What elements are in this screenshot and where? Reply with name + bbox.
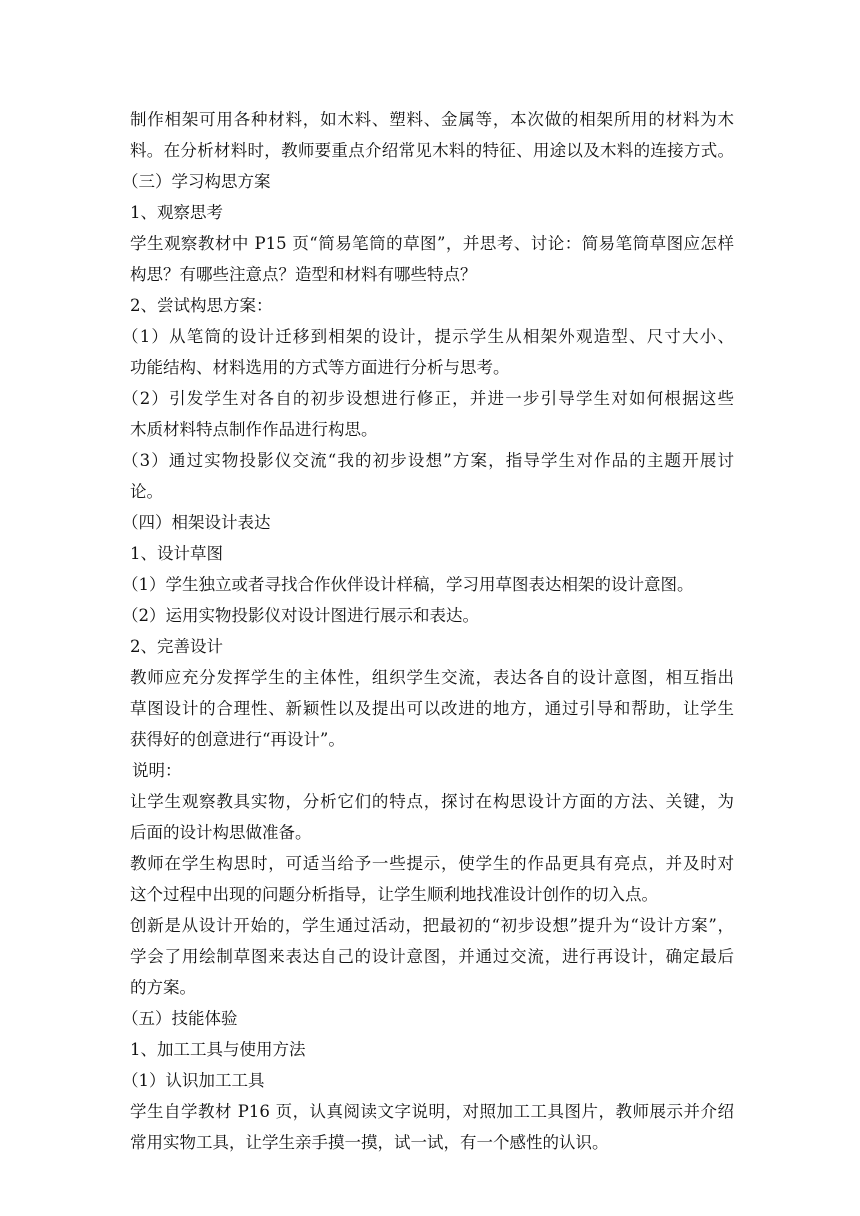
paragraph-line: 教师应充分发挥学生的主体性，组织学生交流，表达各自的设计意图，相互指出 (130, 668, 734, 687)
paragraph-line: 学生自学教材 P16 页，认真阅读文字说明，对照加工工具图片，教师展示并介绍 (130, 1102, 734, 1121)
list-item-line: （2）引发学生对各自的初步设想进行修正，并进一步引导学生对如何根据这些 (122, 389, 734, 408)
list-item-line: （1）认识加工工具 (122, 1071, 265, 1090)
paragraph-line: 这个过程中出现的问题分析指导，让学生顺利地找准设计创作的切入点。 (130, 885, 658, 904)
list-item-line: （1）从笔筒的设计迁移到相架的设计，提示学生从相架外观造型、尺寸大小、 (122, 327, 734, 346)
paragraph-line: 制作相架可用各种材料，如木料、塑料、金属等，本次做的相架所用的材料为木 (130, 110, 734, 129)
section-heading: （三）学习构思方案 (122, 172, 271, 191)
paragraph-line: 常用实物工具，让学生亲手摸一摸，试一试，有一个感性的认识。 (130, 1133, 609, 1152)
section-heading: （五）技能体验 (122, 1009, 238, 1028)
list-item-line: 木质材料特点制作作品进行构思。 (130, 420, 378, 439)
paragraph-line: 草图设计的合理性、新颖性以及提出可以改进的地方，通过引导和帮助，让学生 (130, 699, 734, 718)
subsection-heading: 2、完善设计 (130, 637, 223, 656)
paragraph-line: 创新是从设计开始的，学生通过活动，把最初的“初步设想”提升为“设计方案”， (130, 916, 734, 935)
subsection-heading: 1、观察思考 (130, 203, 223, 222)
paragraph-line: 学会了用绘制草图来表达自己的设计意图，并通过交流，进行再设计，确定最后 (130, 947, 734, 966)
subsection-heading: 1、设计草图 (130, 544, 223, 563)
list-item-line: 论。 (130, 482, 163, 501)
list-item-line: （3）通过实物投影仪交流“我的初步设想”方案，指导学生对作品的主题开展讨 (122, 451, 734, 470)
list-item-line: （1）学生独立或者寻找合作伙伴设计样稿，学习用草图表达相架的设计意图。 (122, 575, 694, 594)
paragraph-line: 让学生观察教具实物，分析它们的特点，探讨在构思设计方面的方法、关键，为 (130, 792, 734, 811)
paragraph-line: 教师在学生构思时，可适当给予一些提示，使学生的作品更具有亮点，并及时对 (130, 854, 734, 873)
subsection-heading: 2、尝试构思方案： (130, 296, 273, 315)
paragraph-line: 学生观察教材中 P15 页“简易笔筒的草图”，并思考、讨论：简易笔筒草图应怎样 (130, 234, 734, 253)
document-body (122, 104, 734, 1158)
note-heading: 说明： (132, 761, 182, 780)
paragraph-line: 的方案。 (130, 978, 196, 997)
section-heading: （四）相架设计表达 (122, 513, 271, 532)
paragraph-line: 获得好的创意进行“再设计”。 (130, 730, 345, 749)
list-item-line: 功能结构、材料选用的方式等方面进行分析与思考。 (130, 358, 510, 377)
subsection-heading: 1、加工工具与使用方法 (130, 1040, 306, 1059)
paragraph-line: 料。在分析材料时，教师要重点介绍常见木料的特征、用途以及木料的连接方式。 (130, 141, 734, 160)
paragraph-line: 构思？有哪些注意点？造型和材料有哪些特点？ (130, 265, 477, 284)
paragraph-line: 后面的设计构思做准备。 (130, 823, 312, 842)
list-item-line: （2）运用实物投影仪对设计图进行展示和表达。 (122, 606, 479, 625)
